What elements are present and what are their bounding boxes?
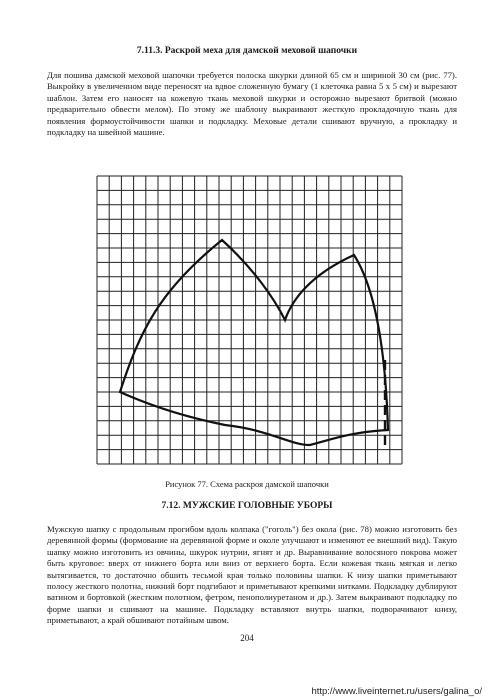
pattern-outline	[120, 240, 388, 445]
section-heading: 7.11.3. Раскрой меха для дамской меховой шапочки	[136, 46, 358, 56]
section-heading-2: 7.12. МУЖСКИЕ ГОЛОВНЫЕ УБОРЫ	[161, 501, 333, 511]
figure-caption: Рисунок 77. Схема раскроя дамской шапочки	[165, 479, 329, 489]
page-number: 204	[240, 633, 254, 643]
body-paragraph: Мужскую шапку с продольным прогибом вдоль колпака ("гоголь") без околa (рис. 78) можно изготовить без деревянной формы (формование на деревянной форме и околе улучшают и изменяют ее внешний вид). Такую шапку можно изготовить из овчины, шкурок нутрии, ягнят и др. Выравнивание волосяного покрова может быть круговое: вверх от нижнего борта или вниз от верхнего борта. Если кожевая ткань мягкая и легко вытягивается, то достаточно обшить тесьмой края только половины шапки. К низу шапки приметывают полосу жесткого полотна, нижний борт подгибают и приметывают крепкими нитками. Подкладку дублируют ватином и бортовкой (жестким полотном, фетром, пенополиуретаном и др.). Затем выкраивают подкладку по форме шапки и сшивают на машине. Подкладку вставляют внутрь шапки, подворачивают книзу, приметывают, а край обшивают потайным швом.	[47, 524, 457, 626]
pattern-grid	[97, 176, 402, 464]
watermark-url: http://www.liveinternet.ru/users/galina_o/	[311, 686, 482, 697]
intro-paragraph: Для пошива дамской меховой шапочки требуется полоска шкурки длиной 65 см и шириной 30 см (рис. 77). Выкройку в увеличенном виде переносят на вдвое сложенную бумагу (1 клеточка равна 5 х 5 см) и вырезают шаблон. Затем его наносят на кожевую ткань меховой шкурки и осторожно вырезают бритвой (можно предварительно обвести мелом). По этому же шаблону выкраивают жесткую прокладочную ткань для появления формоустойчивости шапки и подкладку. Меховые детали сшивают вручную, а прокладку и подкладку на швейной машине.	[47, 70, 457, 138]
